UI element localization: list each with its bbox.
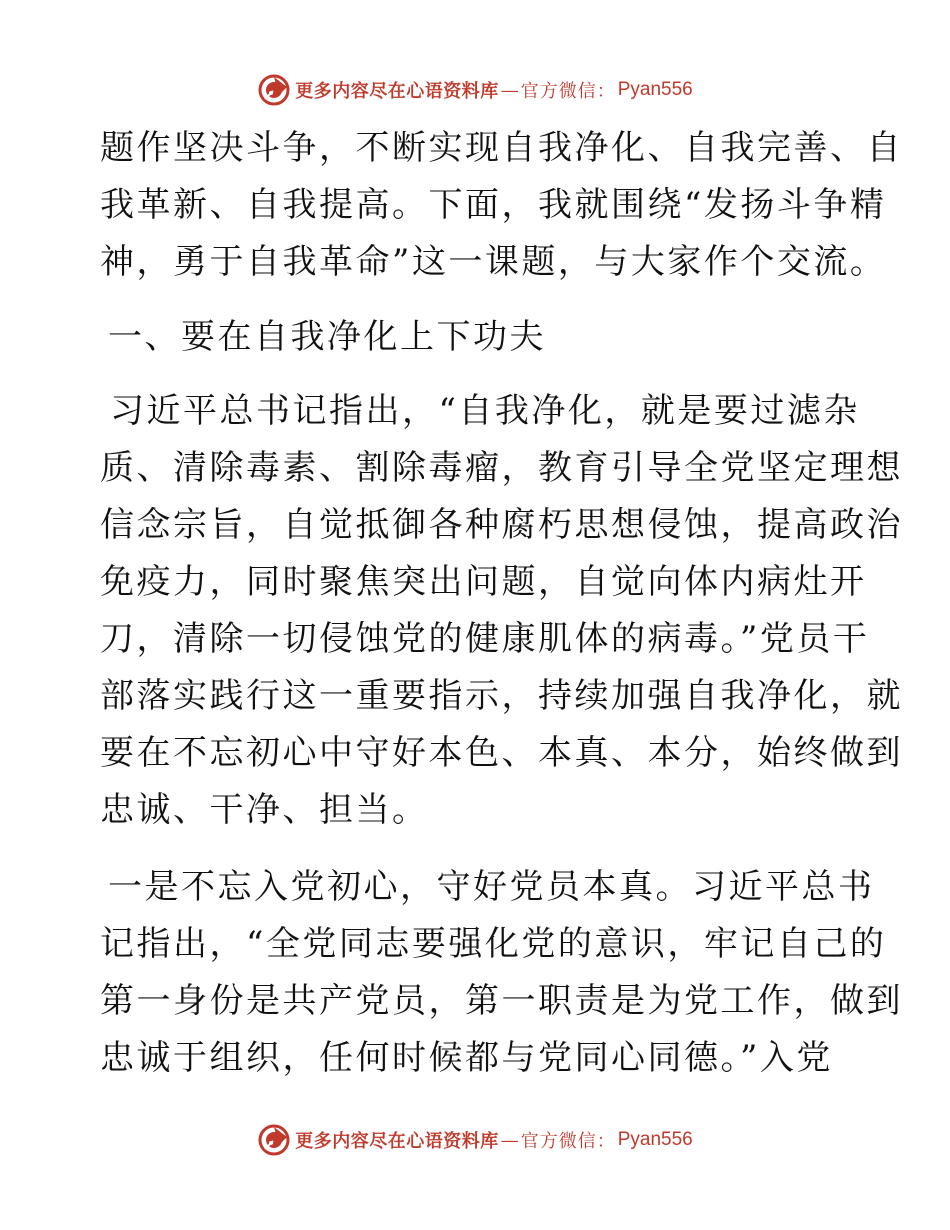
body-line: 神，勇于自我革命”这一课题，与大家作个交流。	[100, 242, 887, 282]
pen-nib-logo-icon	[257, 1123, 291, 1157]
body-line: 质、清除毒素、割除毒瘤，教育引导全党坚定理想	[100, 448, 903, 488]
body-line: 要在不忘初心中守好本色、本真、本分，始终做到	[100, 733, 903, 773]
body-line: 信念宗旨，自觉抵御各种腐朽思想侵蚀，提高政治	[100, 505, 903, 545]
body-line: 习近平总书记指出，“自我净化，就是要过滤杂	[110, 391, 860, 431]
body-line: 记指出，“全党同志要强化党的意识，牢记自己的	[100, 924, 887, 964]
body-line: 忠诚、干净、担当。	[100, 790, 429, 830]
pen-nib-logo-icon	[257, 73, 291, 107]
body-line: 我革新、自我提高。下面，我就围绕“发扬斗争精	[100, 185, 887, 225]
section-heading: 一、要在自我净化上下功夫	[108, 317, 546, 357]
body-line: 一是不忘入党初心，守好党员本真。习近平总书	[108, 867, 875, 907]
footer-dash: —	[500, 1129, 519, 1151]
body-line: 部落实践行这一重要指示，持续加强自我净化，就	[100, 676, 903, 716]
body-line: 第一身份是共产党员，第一职责是为党工作，做到	[100, 981, 903, 1021]
header-brand-text: 更多内容尽在心语资料库	[295, 81, 499, 102]
body-line: 题作坚决斗争，不断实现自我净化、自我完善、自	[100, 128, 903, 168]
body-line: 忠诚于组织，任何时候都与党同心同德。”入党	[100, 1038, 833, 1078]
header-wechat-id: Pyan556	[617, 79, 693, 100]
header-banner	[0, 70, 950, 110]
footer-official-label: 官方微信：	[520, 1131, 616, 1152]
body-line: 刀，清除一切侵蚀党的健康肌体的病毒。”党员干	[100, 619, 870, 659]
body-line: 免疫力，同时聚焦突出问题，自觉向体内病灶开	[100, 562, 867, 602]
header-dash: —	[500, 79, 519, 101]
header-official-label: 官方微信：	[520, 81, 616, 102]
footer-banner	[0, 1120, 950, 1160]
footer-brand-text: 更多内容尽在心语资料库	[295, 1131, 499, 1152]
footer-wechat-id: Pyan556	[617, 1129, 693, 1150]
